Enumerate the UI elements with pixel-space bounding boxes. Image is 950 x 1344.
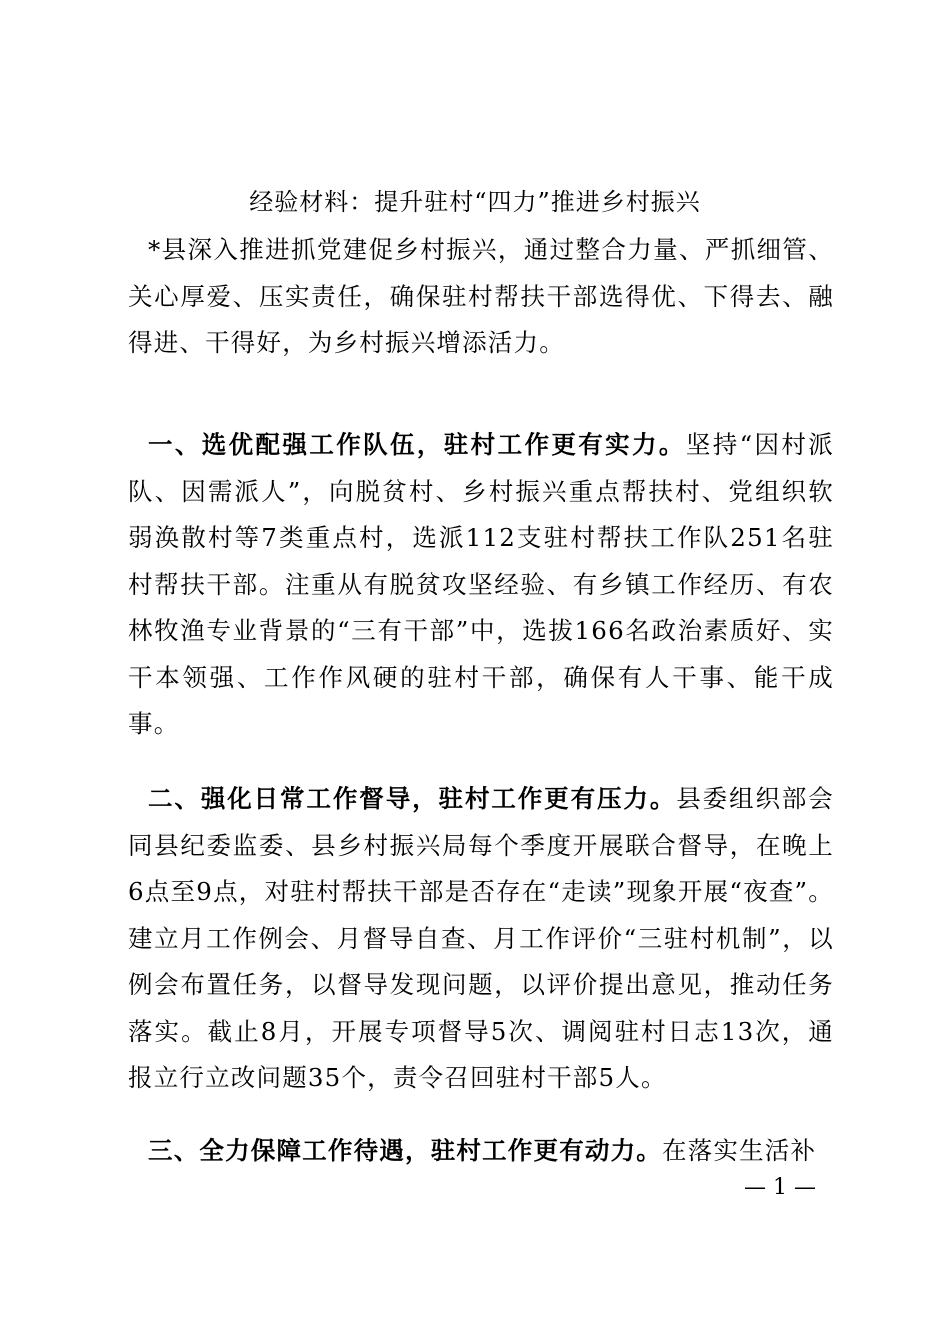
- section-paragraph-2: [128, 776, 834, 1102]
- section-heading-2: 二、强化日常工作督导，驻村工作更有压力。: [148, 784, 677, 813]
- section-paragraph-1: [128, 422, 834, 748]
- section-paragraph-3: [128, 1128, 834, 1175]
- page-number: — 1 —: [744, 1175, 816, 1200]
- section-heading-1: 一、选优配强工作队伍，驻村工作更有实力。: [148, 430, 686, 459]
- section-heading-3: 三、全力保障工作待遇，驻村工作更有动力。: [148, 1136, 662, 1165]
- section-body-3: 在落实生活补: [662, 1136, 817, 1165]
- section-body-1: 坚持“因村派队、因需派人”，向脱贫村、乡村振兴重点帮扶村、党组织软弱涣散村等7类重点村，选派112支驻村帮扶工作队251名驻村帮扶干部。注重从有脱贫攻坚经验、有乡镇工作经历、有农林牧渔专业背景的“三有干部”中，选拔166名政治素质好、实干本领强、工作作风硬的驻村干部，确保有人干事、能干成事。: [128, 430, 834, 738]
- document-title: 经验材料：提升驻村“四力”推进乡村振兴: [249, 188, 701, 216]
- section-body-2: 县委组织部会同县纪委监委、县乡村振兴局每个季度开展联合督导，在晚上6点至9点，对驻村帮扶干部是否存在“走读”现象开展“夜查”。建立月工作例会、月督导自查、月工作评价“三驻村机制”，以例会布置任务，以督导发现问题，以评价提出意见，推动任务落实。截止8月，开展专项督导5次、调阅驻村日志13次，通报立行立改问题35个，责令召回驻村干部5人。: [128, 784, 835, 1092]
- intro-paragraph: *县深入推进抓党建促乡村振兴，通过整合力量、严抓细管、关心厚爱、压实责任，确保驻村帮扶干部选得优、下得去、融得进、干得好，为乡村振兴增添活力。: [128, 235, 834, 357]
